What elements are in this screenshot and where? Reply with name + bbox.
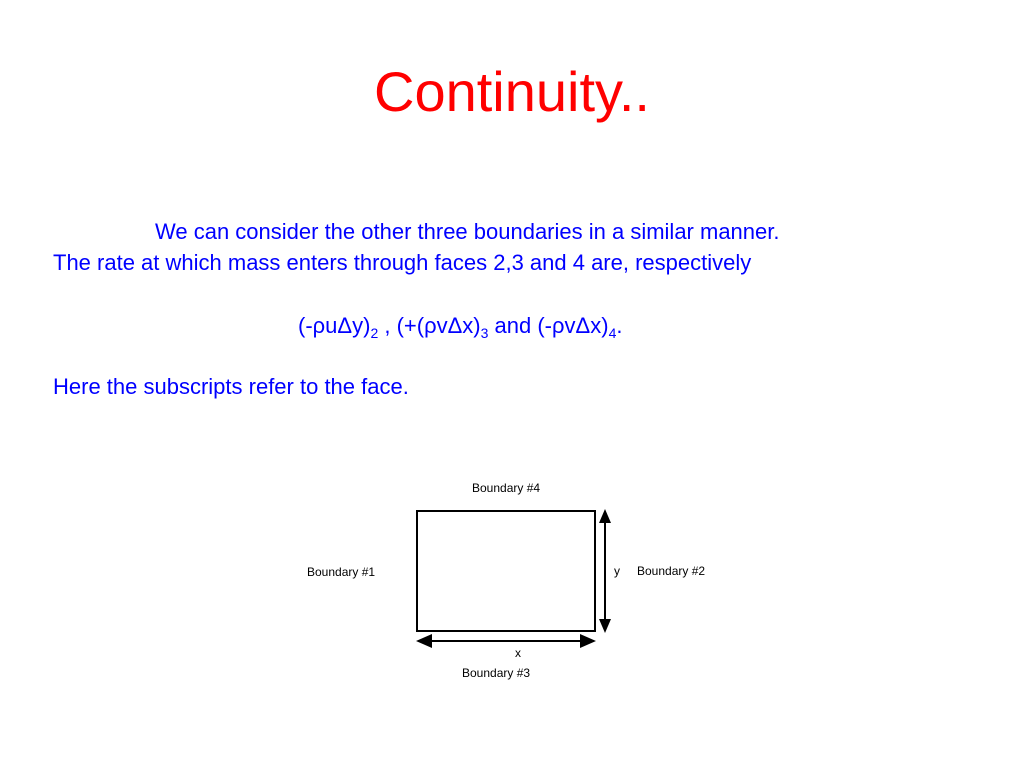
formula-term-face3: (+(ρvΔx) xyxy=(396,313,481,338)
boundary-3-label: Boundary #3 xyxy=(462,666,531,680)
body-line-similar-manner: We can consider the other three boundaries in a similar manner. xyxy=(155,219,780,244)
formula-end: . xyxy=(616,313,623,338)
formula-subscript-2: 2 xyxy=(370,325,379,341)
x-arrow-head-right xyxy=(580,634,596,648)
y-arrow-head-bottom xyxy=(599,619,611,633)
slide-title: Continuity.. xyxy=(374,60,650,123)
formula-term-face2: (-ρuΔy) xyxy=(298,313,371,338)
formula-term-face4: (-ρvΔx) xyxy=(537,313,609,338)
y-dimension-label: y xyxy=(614,564,620,578)
control-volume-box xyxy=(417,511,595,631)
body-line-rate-of-mass: The rate at which mass enters through faces 2,3 and 4 are, respectively xyxy=(53,250,752,275)
boundary-1-label: Boundary #1 xyxy=(307,565,376,579)
formula-separator-1: , xyxy=(378,313,397,338)
x-arrow-head-left xyxy=(416,634,432,648)
formula-separator-2: and xyxy=(488,313,538,338)
x-dimension-label: x xyxy=(515,646,521,660)
boundary-4-label: Boundary #4 xyxy=(472,481,541,495)
formula-subscript-4: 4 xyxy=(608,325,617,341)
body-line-subscripts: Here the subscripts refer to the face. xyxy=(53,374,409,399)
y-arrow-head-top xyxy=(599,509,611,523)
formula-subscript-3: 3 xyxy=(480,325,489,341)
boundary-2-label: Boundary #2 xyxy=(637,564,706,578)
